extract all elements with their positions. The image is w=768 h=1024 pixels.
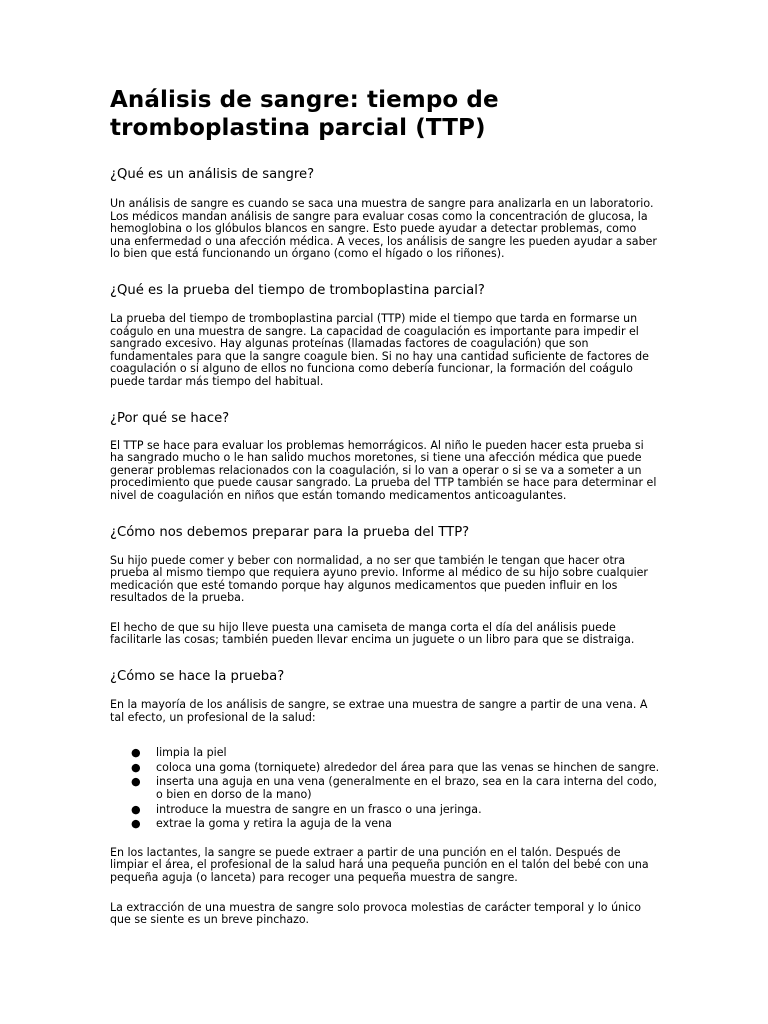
- paragraph-infants: En los lactantes, la sangre se puede extraer a partir de una punción en el talón. Después de limpiar el área, el profesional de la salud hará una pequeña punción en el talón del bebé con una pequeña aguja (o lanceta) para recoger una pequeña muestra de sangre.: [110, 845, 649, 884]
- list-item-text: extrae la goma y retira la aguja de la vena: [156, 817, 392, 831]
- bullet-icon: ●: [131, 775, 141, 789]
- list-item-text: introduce la muestra de sangre en un frasco o una jeringa.: [156, 802, 482, 816]
- paragraph-discomfort: La extracción de una muestra de sangre solo provoca molestias de carácter temporal y lo único que se siente es un breve pinchazo.: [110, 900, 641, 927]
- list-item-text: coloca una goma (torniquete) alrededor del área para que las venas se hinchen de sangre.: [156, 760, 660, 774]
- paragraph-preparation-2: El hecho de que su hijo lleve puesta una camiseta de manga corta el día del análisis puede facilitarle las cosas; también pueden llevar encima un juguete o un libro para que se distraiga.: [110, 620, 635, 647]
- bullet-icon: ●: [131, 746, 141, 760]
- list-item-text: inserta una aguja en una vena (generalmente en el brazo, sea en la cara interna del codo, o bien en dorso de la mano): [156, 775, 657, 802]
- section-heading-preparation: ¿Cómo nos debemos preparar para la prueba del TTP?: [110, 524, 470, 540]
- list-item: [110, 747, 660, 760]
- bullet-icon: ●: [131, 817, 141, 831]
- section-heading-why: ¿Por qué se hace?: [110, 410, 230, 426]
- list-item: [110, 776, 660, 801]
- section-heading-procedure: ¿Cómo se hace la prueba?: [110, 669, 285, 685]
- section-heading-what-is-blood-test: ¿Qué es un análisis de sangre?: [110, 167, 315, 182]
- document-title: Análisis de sangre: tiempo de tromboplastina parcial (TTP): [110, 87, 499, 141]
- paragraph-preparation-1: Su hijo puede comer y beber con normalidad, a no ser que también le tengan que hacer otra prueba al mismo tiempo que requiera ayuno previo. Informe al médico de su hijo sobre cualquier medicación que esté tomando porque hay algunos medicamentos que pueden influir en los resultados de la prueba.: [110, 553, 648, 605]
- list-item-text: limpia la piel: [156, 746, 227, 760]
- paragraph-what-is-blood-test: Un análisis de sangre es cuando se saca una muestra de sangre para analizarla en un laboratorio. Los médicos mandan análisis de sangre para evaluar cosas como la concentración de glucosa, la hemoglobina o los glóbulos blancos en sangre. Esto puede ayudar a detectar problemas, como una enfermedad o una afección médica. A veces, los análisis de sangre les pueden ayudar a saber lo bien que está funcionando un órgano (como el hígado o los riñones).: [110, 197, 657, 261]
- paragraph-why: El TTP se hace para evaluar los problemas hemorrágicos. Al niño le pueden hacer esta prueba si ha sangrado mucho o le han salido muchos moretones, si tiene una afección médica que puede generar problemas relacionados con la coagulación, si lo van a operar o si se va a someter a un procedimiento que puede causar sangrado. La prueba del TTP también se hace para determinar el nivel de coagulación en niños que están tomando medicamentos anticoagulantes.: [110, 438, 657, 502]
- bullet-icon: ●: [131, 760, 141, 774]
- bullet-icon: ●: [131, 802, 141, 816]
- paragraph-procedure-intro: En la mayoría de los análisis de sangre, se extrae una muestra de sangre a partir de una vena. A tal efecto, un profesional de la salud:: [110, 698, 648, 724]
- procedure-steps-list: [110, 747, 660, 831]
- list-item: [110, 818, 660, 831]
- list-item: [110, 762, 660, 775]
- list-item: [110, 804, 660, 817]
- section-heading-what-is-ptt: ¿Qué es la prueba del tiempo de tromboplastina parcial?: [110, 282, 485, 298]
- paragraph-what-is-ptt: La prueba del tiempo de tromboplastina parcial (TTP) mide el tiempo que tarda en formarse un coágulo en una muestra de sangre. La capacidad de coagulación es importante para impedir el sangrado excesivo. Hay algunas proteínas (llamadas factores de coagulación) que son fundamentales para que la sangre coagule bien. Si no hay una cantidad suficiente de factores de coagulación o si alguno de ellos no funciona como debería funcionar, la formación del coágulo puede tardar más tiempo del habitual.: [110, 311, 649, 388]
